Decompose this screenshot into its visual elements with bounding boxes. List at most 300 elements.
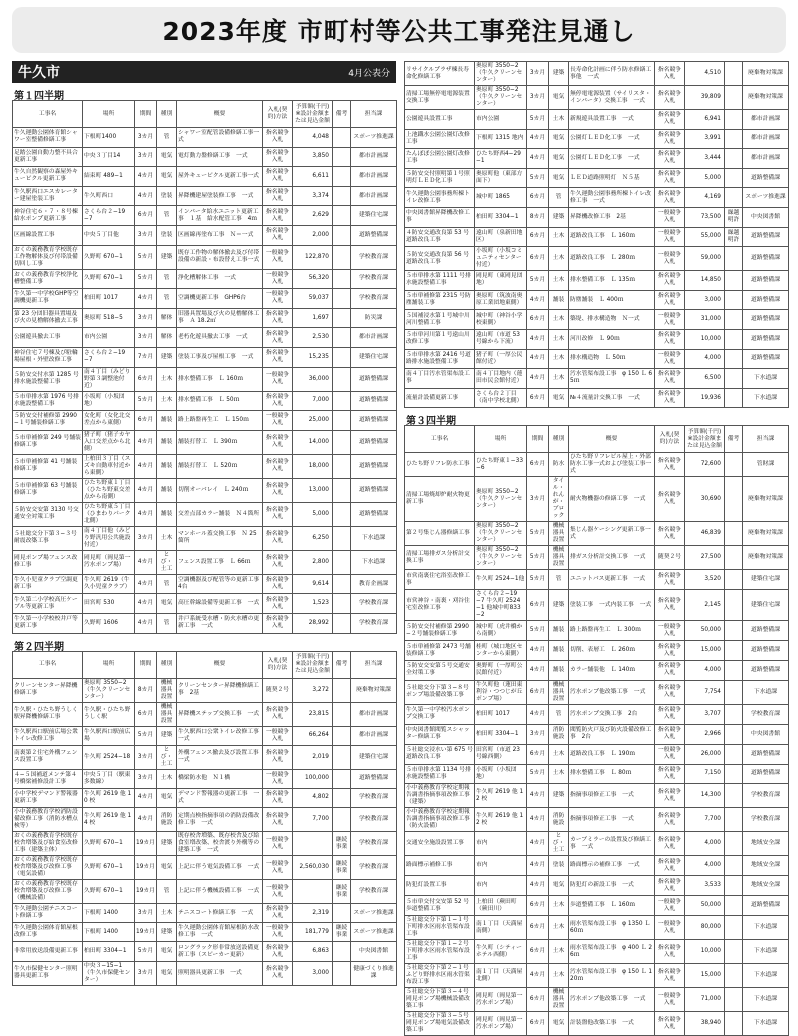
cell-work-name: 牛久駅・ひたち野うしく駅昇降機修繕工事 xyxy=(13,702,83,726)
table-row xyxy=(405,349,789,369)
cell-summary: 区画線再塗布工事 Ｎ＝一式 xyxy=(177,225,263,245)
cell-department: 道路整備課 xyxy=(743,621,789,641)
cell-budget xyxy=(293,880,333,904)
cell-department: 地域安全課 xyxy=(743,832,789,856)
cell-work-name: 南４丁目汚水管渠布設工事 xyxy=(405,369,475,389)
cell-method: 指名競争入札 xyxy=(655,784,685,808)
table-row xyxy=(405,856,789,876)
cell-location: 下根町 1400 xyxy=(83,923,135,942)
cell-category: 土木 xyxy=(549,247,569,271)
cell-department: 廃棄物対策課 xyxy=(743,546,789,570)
table-row xyxy=(13,923,397,942)
cell-period: 4カ月 xyxy=(135,502,157,526)
cell-budget: 46,839 xyxy=(685,522,725,546)
cell-budget: 3,991 xyxy=(685,129,725,149)
cell-category: 土木 xyxy=(549,310,569,330)
cell-summary: 塗装工事 一式内装工事 一式 xyxy=(569,590,655,621)
cell-department: 建築住宅課 xyxy=(351,206,397,226)
cell-category: 電気 xyxy=(157,594,177,614)
cell-location: 久野町 670−1 xyxy=(83,856,135,880)
cell-budget: 3,374 xyxy=(293,186,333,206)
cell-note xyxy=(333,502,351,526)
cell-category: 建築 xyxy=(549,207,569,227)
cell-category: 塗装 xyxy=(549,856,569,876)
cell-summary: 空調機更新工事 GHP6台 xyxy=(177,289,263,309)
table-row xyxy=(13,613,397,633)
cell-location: 下根町1400 xyxy=(83,128,135,148)
cell-location: 柏田町 3304−1 xyxy=(475,207,527,227)
header-location: 場所 xyxy=(83,651,135,678)
cell-summary: 指摘事項修正工事 一式 xyxy=(569,808,655,832)
cell-summary: 屋外キューピクル更新工事一式 xyxy=(177,167,263,187)
cell-department: 下水道課 xyxy=(743,388,789,408)
cell-category: 土木 xyxy=(549,940,569,964)
cell-work-name: ５社総交分下第２−１号ふどり野排水区雨水管渠布設工事 xyxy=(405,964,475,988)
cell-department: 建築住宅課 xyxy=(743,570,789,590)
cell-summary: 道路改良工事 Ｌ 280ｍ xyxy=(569,247,655,271)
cell-summary: フェンス設置工事 Ｌ 66ｍ xyxy=(177,550,263,574)
cell-period: 6カ月 xyxy=(135,411,157,431)
table-row xyxy=(405,1012,789,1036)
cell-location: 牛久町 2524−18 xyxy=(83,745,135,769)
cell-period: 19カ月 xyxy=(135,880,157,904)
cell-period: 3カ月 xyxy=(527,86,549,110)
cell-period: 4カ月 xyxy=(527,784,549,808)
cell-budget: 15,000 xyxy=(685,964,725,988)
header-category: 種別 xyxy=(157,651,177,678)
cell-work-name: 牛久運動公園体育館屋根改修工事 xyxy=(13,923,83,942)
cell-location: 柏田町 1017 xyxy=(475,704,527,724)
cell-category: 土木 xyxy=(549,369,569,389)
cell-summary: 舗装打替工 Ｌ 390ｍ xyxy=(177,430,263,454)
cell-category: 管 xyxy=(157,269,177,289)
cell-category: 機械器具設置 xyxy=(549,988,569,1012)
cell-budget: 2,560,030 xyxy=(293,856,333,880)
cell-department: 地域安全課 xyxy=(743,876,789,896)
cell-work-name: 小中義務教育学校定期報告調書指摘事項改修工事（建築） xyxy=(405,784,475,808)
cell-department: 建築住宅課 xyxy=(743,590,789,621)
cell-note xyxy=(725,522,743,546)
cell-work-name: おくの義務教育学校既存校舎増築及び改修工事（機械設備） xyxy=(13,880,83,904)
cell-category: 舗装 xyxy=(549,621,569,641)
header-period: 期間 xyxy=(135,651,157,678)
cell-work-name: ５市単補修第 2315 号防塵舗装工事 xyxy=(405,290,475,310)
cell-location: 牛久町 2619 他 12 校 xyxy=(475,808,527,832)
cell-work-name: 防犯灯設置工事 xyxy=(405,876,475,896)
cell-work-name: ５国補浸水第１号城中川河川整備工事 xyxy=(405,310,475,330)
cell-budget: 3,533 xyxy=(685,876,725,896)
cell-budget: 14,850 xyxy=(685,271,725,291)
cell-location: 猪子町（猪子カヤ入口交差点から北側） xyxy=(83,430,135,454)
cell-budget: 10,000 xyxy=(685,329,725,349)
cell-location: 城中町（神谷小学校東側） xyxy=(475,310,527,330)
cell-method: 随契２号 xyxy=(263,678,293,702)
table-row xyxy=(405,290,789,310)
cell-note xyxy=(333,308,351,328)
cell-department: 健康づくり推進課 xyxy=(351,961,397,985)
cell-period: 4カ月 xyxy=(135,808,157,832)
cell-department: 都市計画課 xyxy=(743,110,789,130)
table-row xyxy=(13,454,397,478)
cell-method: 指名競争入札 xyxy=(655,764,685,784)
cell-department: 学校教育課 xyxy=(743,704,789,724)
cell-summary: 路上路盤再生工 Ｌ 300ｍ xyxy=(569,621,655,641)
table-row xyxy=(13,550,397,574)
cell-category: 消防施設 xyxy=(549,808,569,832)
cell-period: 8カ月 xyxy=(135,678,157,702)
cell-department: 都市計画課 xyxy=(351,167,397,187)
cell-department: 都市計画課 xyxy=(351,328,397,348)
cell-category: 土木 xyxy=(549,964,569,988)
cell-period: 6カ月 xyxy=(527,188,549,208)
cell-category: 土木 xyxy=(157,367,177,391)
table-row xyxy=(13,225,397,245)
cell-work-name: ５市単排水第 1976 号排水施設整備工事 xyxy=(13,391,83,411)
cell-note xyxy=(725,940,743,964)
cell-work-name: 牛久市保健センター照明器具更新工事 xyxy=(13,961,83,985)
cell-department: スポーツ推進課 xyxy=(351,923,397,942)
cell-location: ひたち野東１丁目（ひたち野東交差点から南側） xyxy=(83,478,135,502)
cell-department: 道路整備課 xyxy=(743,168,789,188)
cell-work-name: 牛久第二小学校高圧ケーブル等更新工事 xyxy=(13,594,83,614)
cell-budget: 50,000 xyxy=(685,621,725,641)
table-row xyxy=(405,784,789,808)
cell-method: 指名競争入札 xyxy=(263,391,293,411)
cell-work-name: 牛久小児童クラブ空調更新工事 xyxy=(13,574,83,594)
cell-category: 電気 xyxy=(157,942,177,961)
header-budget: 予算額(千円)※設計金額または見込金額 xyxy=(685,426,725,453)
cell-summary: 旧器具置場及び火の見櫓解体工事 Ａ 18.2㎡ xyxy=(177,308,263,328)
cell-budget: 25,000 xyxy=(293,411,333,431)
cell-work-name: 路面標示補修工事 xyxy=(405,856,475,876)
cell-note xyxy=(725,784,743,808)
cell-note xyxy=(725,86,743,110)
cell-budget: 2,000 xyxy=(293,225,333,245)
cell-method: 指名競争入札 xyxy=(655,290,685,310)
cell-department: 下水道課 xyxy=(743,940,789,964)
header-row xyxy=(13,651,397,678)
cell-category: 管 xyxy=(549,188,569,208)
cell-department: 学校教育課 xyxy=(351,289,397,309)
table-row xyxy=(13,942,397,961)
cell-method: 一般競争入札 xyxy=(263,269,293,289)
cell-method: 一般競争入札 xyxy=(263,923,293,942)
cell-period: 3カ月 xyxy=(135,128,157,148)
cell-method: 指名競争入札 xyxy=(655,808,685,832)
cell-work-name: ５防安交付補修第 2990−２号舗装修繕工事 xyxy=(405,621,475,641)
cell-department: 都市計画課 xyxy=(351,726,397,745)
cell-department: 下水道課 xyxy=(743,680,789,704)
cell-category: 土木 xyxy=(549,896,569,916)
cell-period: 3カ月 xyxy=(135,328,157,348)
cell-method: 指名競争入札 xyxy=(655,453,685,477)
cell-department: 教育企画課 xyxy=(351,574,397,594)
cell-period: 3カ月 xyxy=(135,308,157,328)
cell-work-name: ５防安交安第 3130 号交通安全対策工事 xyxy=(13,502,83,526)
cell-department: 下水道課 xyxy=(351,550,397,574)
cell-budget: 7,150 xyxy=(685,764,725,784)
cell-location: 奥原町 3550−2（牛久クリーンセンター） xyxy=(475,546,527,570)
cell-location: 小坂町（小坂コミュニティセンター付近） xyxy=(475,247,527,271)
cell-note xyxy=(725,744,743,764)
cell-category: 管 xyxy=(157,613,177,633)
cell-budget: 6,941 xyxy=(685,110,725,130)
cell-location: 柏田町 3304−1 xyxy=(475,724,527,744)
cell-department: 道路整備課 xyxy=(743,329,789,349)
cell-period: 3カ月 xyxy=(135,961,157,985)
table-row xyxy=(405,641,789,661)
cell-budget: 28,992 xyxy=(293,613,333,633)
table-row xyxy=(13,186,397,206)
cell-location: 牛久町他（蓮田東利谷・つつじが丘ポンプ場） xyxy=(475,680,527,704)
cell-method: 指名競争入札 xyxy=(263,167,293,187)
cell-note xyxy=(725,149,743,169)
cell-method: 指名競争入札 xyxy=(263,594,293,614)
cell-summary: 老朽化遊具撤去工事 一式 xyxy=(177,328,263,348)
cell-summary: 防犯灯の新設工事 一式 xyxy=(569,876,655,896)
cell-budget: 122,870 xyxy=(293,245,333,269)
cell-note xyxy=(333,128,351,148)
cell-period: 5カ月 xyxy=(527,621,549,641)
cell-summary: 耐火物機器の修繕工事 一式 xyxy=(569,477,655,522)
table-row xyxy=(405,149,789,169)
cell-work-name: 清掃工場無停電電源装置交換工事 xyxy=(405,86,475,110)
cell-location: 岡見町（岡見第一汚水ポンプ場） xyxy=(475,1012,527,1036)
cell-note xyxy=(725,590,743,621)
cell-method: 指名競争入札 xyxy=(655,329,685,349)
cell-method: 指名競争入札 xyxy=(655,388,685,408)
cell-location: 牛久駅西口駅前広場 xyxy=(83,726,135,745)
cell-summary: クリーンセンター昇降機修繕工事 2基 xyxy=(177,678,263,702)
cell-budget: 23,815 xyxy=(293,702,333,726)
table-row xyxy=(13,308,397,328)
cell-summary: 排水整備工事 Ｌ 50ｍ xyxy=(177,391,263,411)
cell-period: 8カ月 xyxy=(527,207,549,227)
cell-summary: 上記に伴う機械設備工事 一式 xyxy=(177,880,263,904)
cell-note xyxy=(333,367,351,391)
table-row xyxy=(405,247,789,271)
cell-work-name: ５市単補修第 63 号舗装修繕工事 xyxy=(13,478,83,502)
cell-location: 奥野町（一厚町公民館付近） xyxy=(475,660,527,680)
table-row xyxy=(13,594,397,614)
cell-summary: シャワー室配管設備修繕工事一式 xyxy=(177,128,263,148)
cell-summary: 外構フェンス撤去及び設置工事 一式 xyxy=(177,745,263,769)
table-row xyxy=(405,724,789,744)
cell-location: 中央５丁目他 xyxy=(83,225,135,245)
cell-period: 3カ月 xyxy=(135,526,157,550)
cell-summary: ＬＥＤ道路照明灯 Ｎ５基 xyxy=(569,168,655,188)
cell-note xyxy=(725,764,743,784)
cell-method: 指名競争入札 xyxy=(655,129,685,149)
cell-note xyxy=(333,942,351,961)
header-period: 期間 xyxy=(527,426,549,453)
cell-department: 道路整備課 xyxy=(351,225,397,245)
cell-department: 学校教育課 xyxy=(351,832,397,856)
cell-note xyxy=(333,206,351,226)
header-summary: 概要 xyxy=(569,426,655,453)
cell-work-name: ４防安交通改良第 53 号道路改良工事 xyxy=(405,227,475,247)
cell-location: 牛久駅・ひたち野うしく駅 xyxy=(83,702,135,726)
table-row xyxy=(13,788,397,807)
cell-work-name: ５市単補修第 2473 号舗装修繕工事 xyxy=(405,641,475,661)
cell-note xyxy=(725,832,743,856)
cell-period: 6カ月 xyxy=(527,916,549,940)
cell-summary: 防塵舗装 Ｌ 400ｍ xyxy=(569,290,655,310)
cell-budget: 80,000 xyxy=(685,916,725,940)
cell-summary: 雨水管渠布設工事 φ 1350 Ｌ 60ｍ xyxy=(569,916,655,940)
cell-method: 指名競争入札 xyxy=(263,186,293,206)
cell-note xyxy=(333,526,351,550)
header-note: 備考 xyxy=(333,101,351,128)
cell-method: 指名競争入札 xyxy=(655,570,685,590)
header-department: 担当課 xyxy=(351,651,397,678)
table-row xyxy=(13,574,397,594)
cell-category: 消防施設 xyxy=(157,808,177,832)
table-row xyxy=(13,478,397,502)
cell-category: 管 xyxy=(549,704,569,724)
cell-department: 学校教育課 xyxy=(351,269,397,289)
left-column xyxy=(12,61,396,986)
cell-location: 岡見町（岡見第一汚水ポンプ場） xyxy=(475,988,527,1012)
cell-method: 指名競争入札 xyxy=(655,856,685,876)
header-work-name: 工事名 xyxy=(13,101,83,128)
cell-department: 道路整備課 xyxy=(743,349,789,369)
cell-budget: 6,863 xyxy=(293,942,333,961)
cell-period: 6カ月 xyxy=(527,590,549,621)
cell-department: 廃棄物対策課 xyxy=(743,62,789,86)
cell-note xyxy=(333,678,351,702)
cell-period: 3カ月 xyxy=(527,477,549,522)
cell-summary: 路上路盤再生工 Ｌ 150ｍ xyxy=(177,411,263,431)
table-row xyxy=(405,964,789,988)
table-row xyxy=(405,590,789,621)
cell-budget: 7,000 xyxy=(293,391,333,411)
cell-period: 4カ月 xyxy=(527,641,549,661)
header-department: 担当課 xyxy=(351,101,397,128)
header-method: 入札(契約)方法 xyxy=(263,101,293,128)
cell-budget: 4,000 xyxy=(685,832,725,856)
cell-budget: 15,000 xyxy=(685,641,725,661)
cell-method: 指名競争入札 xyxy=(655,86,685,110)
cell-period: 5カ月 xyxy=(135,269,157,289)
cell-summary: 切削オーバレイ Ｌ 240ｍ xyxy=(177,478,263,502)
header-budget: 予算額(千円)※設計金額または見込金額 xyxy=(293,651,333,678)
cell-work-name: 上池鐵水公園公園灯改修工事 xyxy=(405,129,475,149)
cell-note: 繰越明許 xyxy=(725,227,743,247)
cell-note xyxy=(333,808,351,832)
cell-budget: 14,000 xyxy=(293,430,333,454)
table-q2-continued xyxy=(404,61,789,408)
cell-period: 6カ月 xyxy=(527,453,549,477)
cell-note xyxy=(333,167,351,187)
table-row xyxy=(13,745,397,769)
cell-period: 5カ月 xyxy=(135,942,157,961)
cell-summary: 築堤、排水構造物 Ｎ一式 xyxy=(569,310,655,330)
cell-category: 電気 xyxy=(549,1012,569,1036)
header-summary: 概要 xyxy=(177,651,263,678)
cell-method: 一般競争入札 xyxy=(655,227,685,247)
cell-summary: 歩道整備工事 Ｌ 160ｍ xyxy=(569,896,655,916)
table-row xyxy=(405,764,789,784)
cell-budget: 56,320 xyxy=(293,269,333,289)
cell-work-name: おくの義務教育学校既存校舎増築及び改修工事（電気設備） xyxy=(13,856,83,880)
cell-note: 継続事業 xyxy=(333,832,351,856)
announce-label: 4月公表分 xyxy=(348,68,390,79)
cell-work-name: ５市単排水第 1134 号排水施設整備工事 xyxy=(405,764,475,784)
cell-method: 一般競争入札 xyxy=(655,207,685,227)
cell-period: 3カ月 xyxy=(135,769,157,788)
cell-method: 指名競争入札 xyxy=(263,745,293,769)
cell-period: 4カ月 xyxy=(135,167,157,187)
cell-category: 土木 xyxy=(157,526,177,550)
cell-department: 中央図書館 xyxy=(743,724,789,744)
table-row xyxy=(13,702,397,726)
cell-work-name: 小中義務教育学校定期報告調書指摘事項改修工事（防火設備） xyxy=(405,808,475,832)
cell-budget: 4,000 xyxy=(685,856,725,876)
cell-work-name: ５社総交分下第１−２号下町排水区雨水管渠布設工事 xyxy=(405,940,475,964)
table-row xyxy=(405,621,789,641)
page-title: 2023年度 市町村等公共工事発注見通し xyxy=(162,17,636,46)
right-column xyxy=(404,61,788,1036)
table-row xyxy=(13,430,397,454)
cell-budget: 36,000 xyxy=(293,367,333,391)
cell-method: 指名競争入札 xyxy=(655,149,685,169)
cell-note xyxy=(333,347,351,367)
cell-period: 6カ月 xyxy=(527,680,549,704)
cell-period: 4カ月 xyxy=(527,290,549,310)
cell-period: 4カ月 xyxy=(527,149,549,169)
cell-budget: 3,000 xyxy=(685,290,725,310)
cell-note xyxy=(725,916,743,940)
cell-note xyxy=(333,745,351,769)
cell-location: 奥原町 518−5 xyxy=(83,308,135,328)
header-department: 担当課 xyxy=(743,426,789,453)
cell-department: 道路整備課 xyxy=(351,430,397,454)
cell-period: 5カ月 xyxy=(527,168,549,188)
cell-category: とび・土工 xyxy=(549,832,569,856)
cell-department: 道路整備課 xyxy=(743,660,789,680)
cell-department: スポーツ推進課 xyxy=(351,128,397,148)
cell-note xyxy=(333,726,351,745)
cell-location: 城中町 1865 xyxy=(475,188,527,208)
table-row xyxy=(13,411,397,431)
cell-location: 市内公園 xyxy=(83,328,135,348)
cell-method: 一般競争入札 xyxy=(655,621,685,641)
cell-period: 5カ月 xyxy=(135,245,157,269)
cell-note xyxy=(333,594,351,614)
cell-location: 久野町 670−1 xyxy=(83,832,135,856)
table-row xyxy=(405,660,789,680)
cell-note xyxy=(333,147,351,167)
table-row xyxy=(405,704,789,724)
cell-method: 一般競争入札 xyxy=(655,310,685,330)
cell-budget: 26,000 xyxy=(685,744,725,764)
cell-location: 久野町 1606 xyxy=(83,613,135,633)
cell-method: 一般競争入札 xyxy=(263,245,293,269)
cell-department: 道路整備課 xyxy=(743,290,789,310)
cell-department: 道路整備課 xyxy=(351,367,397,391)
cell-location: 奥原町（筑波南奥原工業団地東側） xyxy=(475,290,527,310)
cell-method: 指名競争入札 xyxy=(263,454,293,478)
cell-period: 6カ月 xyxy=(527,940,549,964)
cell-summary: 空調機器及び配管等の更新工事 4台 xyxy=(177,574,263,594)
cell-period: 3カ月 xyxy=(135,225,157,245)
cell-summary: ひたち野リフレビル屋上・外部防水工事一式および塗装工事一式 xyxy=(569,453,655,477)
cell-note xyxy=(333,961,351,985)
cell-work-name: 牛久駅西口エスカレーター建屋塗装工事 xyxy=(13,186,83,206)
table-row xyxy=(13,526,397,550)
table-row xyxy=(405,940,789,964)
